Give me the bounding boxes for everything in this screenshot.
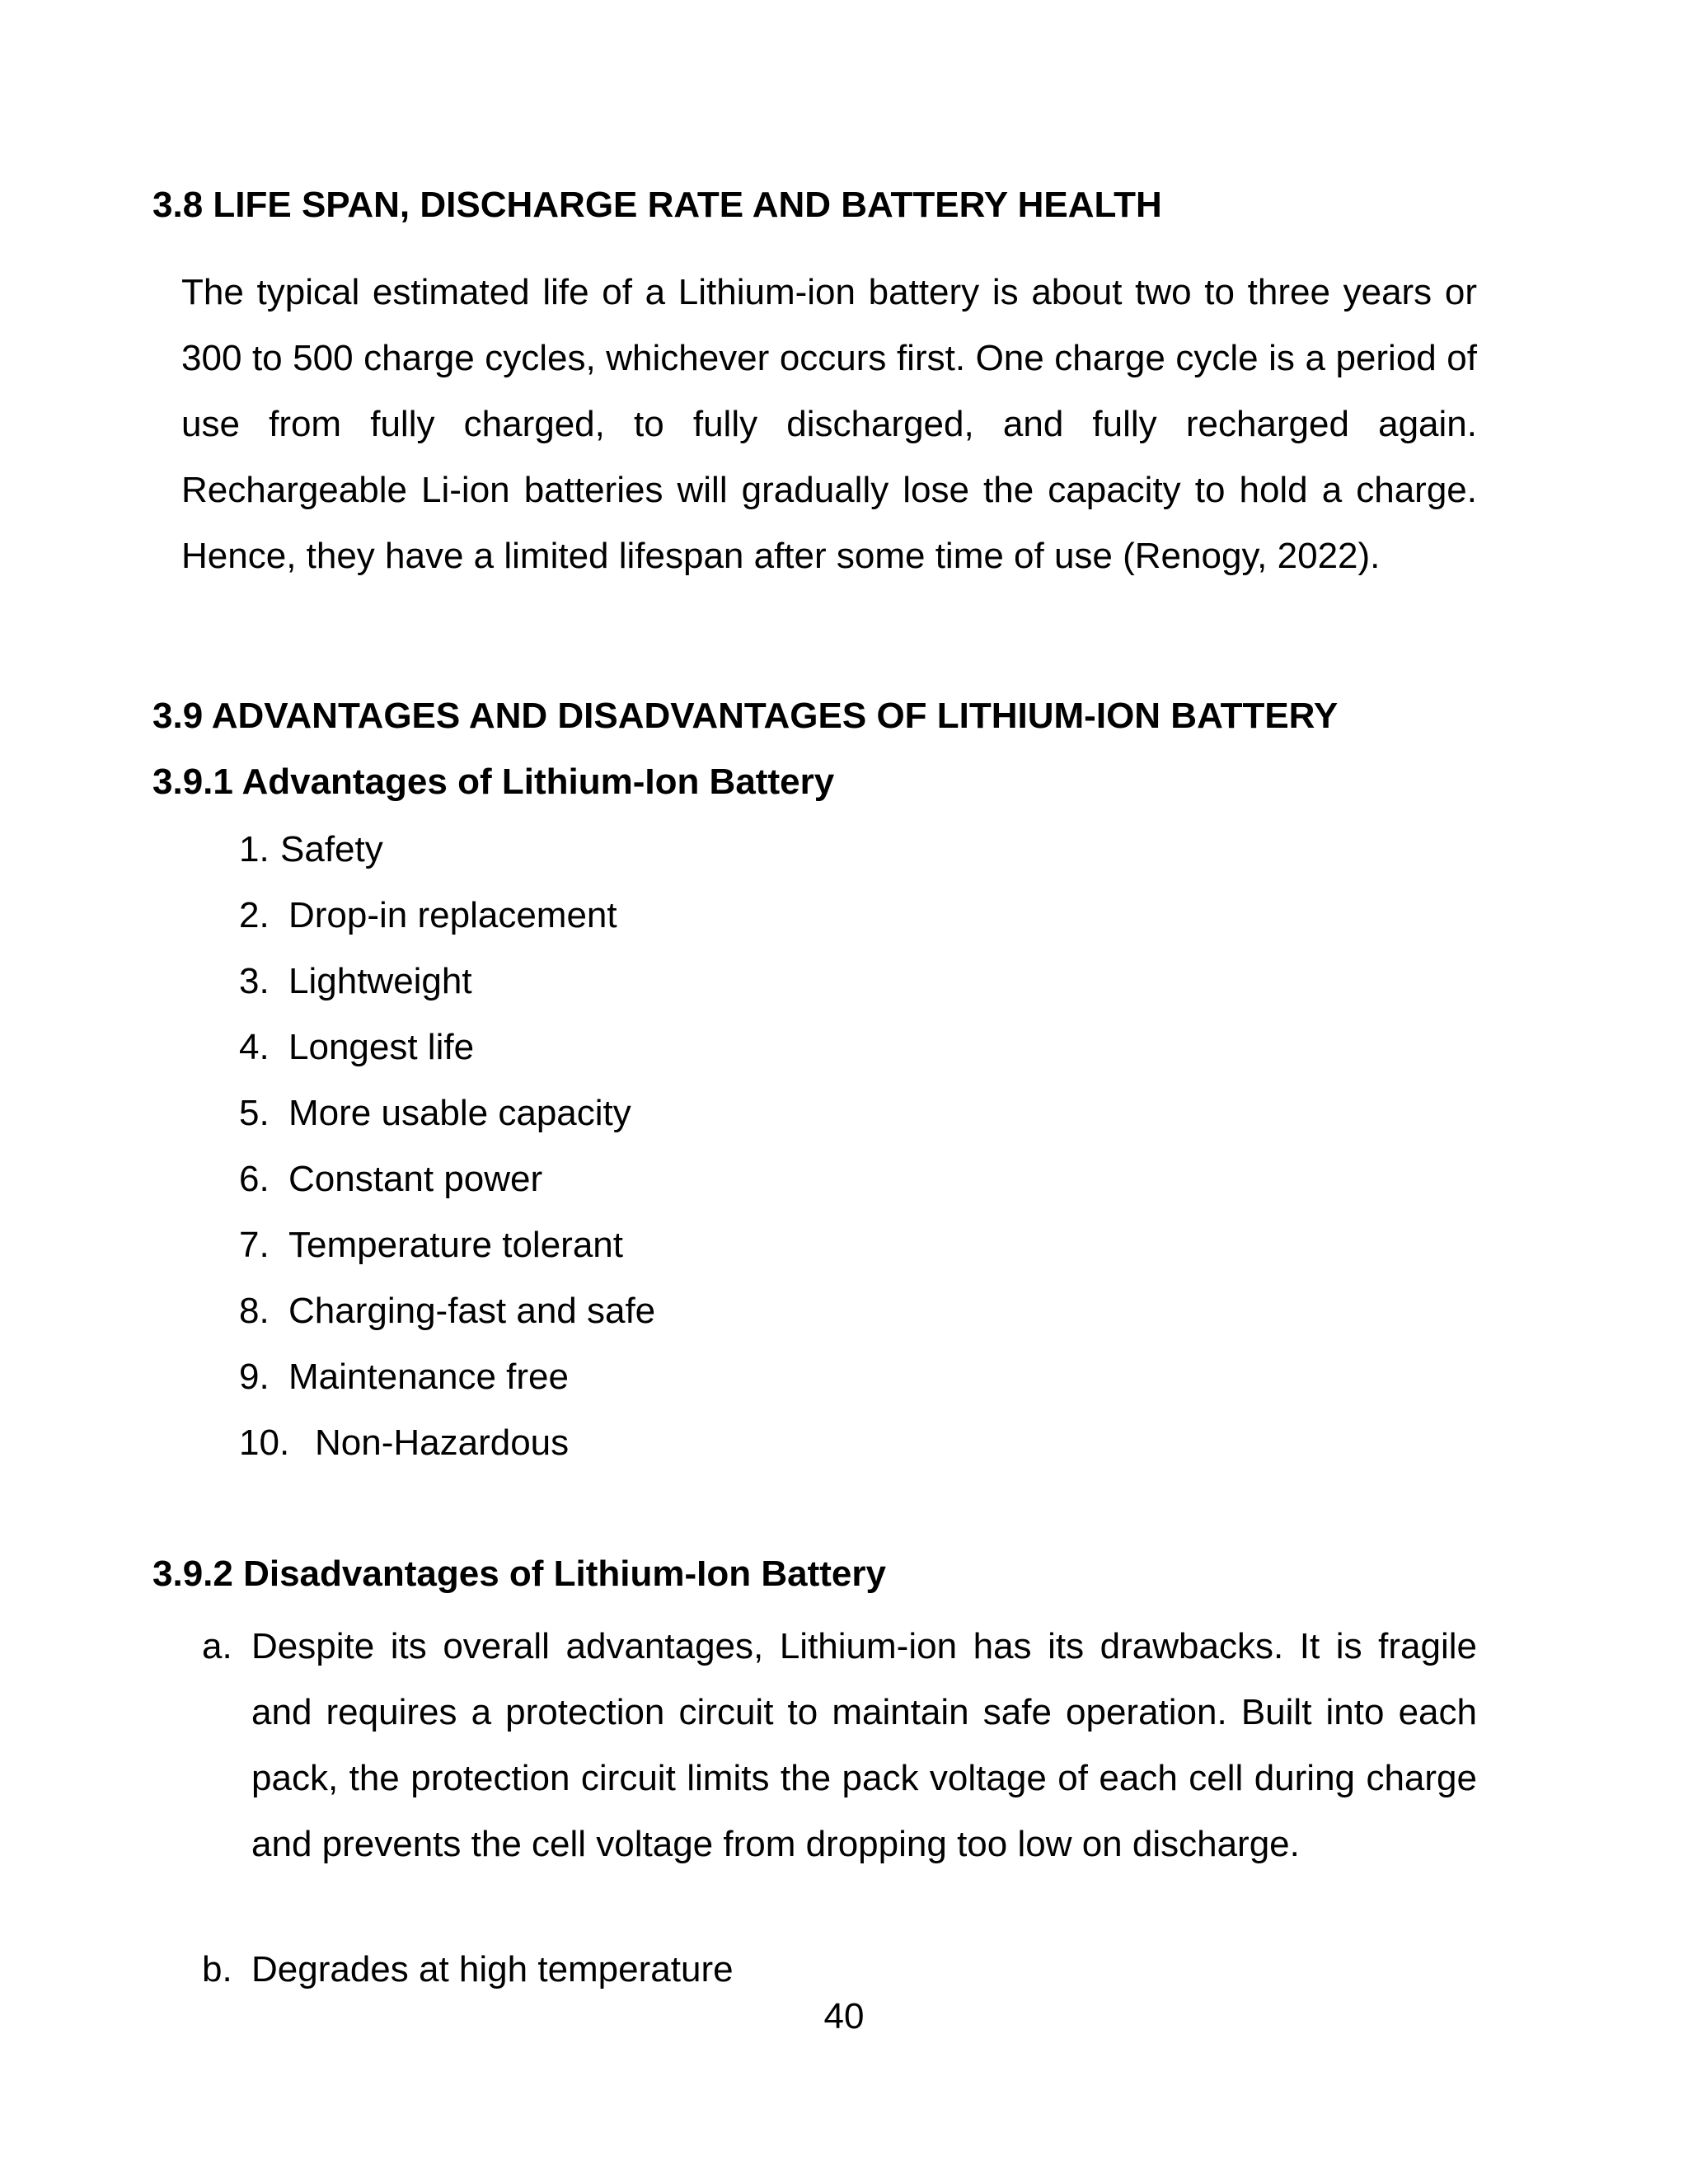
advantages-list bbox=[239, 817, 655, 1476]
list-item-text: Lightweight bbox=[288, 961, 472, 1001]
list-item-number: 6. bbox=[239, 1159, 270, 1199]
page-number: 40 bbox=[823, 1996, 865, 2036]
list-item-number: 2. bbox=[239, 895, 270, 935]
list-item-text: Safety bbox=[280, 829, 383, 869]
section-heading-3-8: 3.8 LIFE SPAN, DISCHARGE RATE AND BATTERY HEALTH bbox=[152, 185, 1162, 225]
list-item-text: Temperature tolerant bbox=[288, 1225, 623, 1265]
disadvantage-item-b bbox=[202, 1937, 1477, 2003]
list-item-text: Charging-fast and safe bbox=[288, 1291, 656, 1331]
list-item-number: 5. bbox=[239, 1093, 270, 1133]
list-item bbox=[239, 1212, 655, 1278]
list-item-number: 4. bbox=[239, 1027, 270, 1067]
list-item-number: 7. bbox=[239, 1225, 270, 1265]
section-heading-3-9: 3.9 ADVANTAGES AND DISADVANTAGES OF LITHIUM-ION BATTERY bbox=[152, 696, 1339, 736]
list-item-text: Maintenance free bbox=[288, 1357, 569, 1397]
list-item bbox=[239, 1278, 655, 1344]
list-item bbox=[239, 817, 655, 883]
list-item-text: Degrades at high temperature bbox=[251, 1949, 734, 1990]
list-item bbox=[239, 949, 655, 1015]
list-item-marker: b. bbox=[202, 1949, 232, 1990]
list-item-number: 9. bbox=[239, 1357, 270, 1397]
subsection-heading-disadvantages: 3.9.2 Disadvantages of Lithium-Ion Battery bbox=[152, 1554, 886, 1594]
list-item-text: Longest life bbox=[288, 1027, 475, 1067]
list-item-marker: a. bbox=[202, 1626, 232, 1666]
list-item bbox=[239, 883, 655, 949]
body-paragraph-life-span: The typical estimated life of a Lithium-ion battery is about two to three years or 300 to 500 charge cycles, whichever occurs first. One charge cycle is a period of use from fully charged, to fully discharged, and fully recharged again. Rechargeable Li-ion batteries will gradually lose the capacity to hold a charge. Hence, they have a limited lifespan after some time of use (Renogy, 2022). bbox=[181, 272, 1477, 576]
list-item-text: Drop-in replacement bbox=[288, 895, 617, 935]
list-item-text: Non-Hazardous bbox=[315, 1422, 570, 1463]
list-item bbox=[239, 1344, 655, 1410]
list-item-number: 10. bbox=[239, 1422, 290, 1463]
subsection-heading-advantages: 3.9.1 Advantages of Lithium-Ion Battery bbox=[152, 762, 835, 802]
list-item bbox=[239, 1015, 655, 1080]
list-item bbox=[239, 1146, 655, 1212]
list-item-text: Despite its overall advantages, Lithium-ion has its drawbacks. It is fragile and requires a protection circuit to maintain safe operation. Built into each pack, the protection circuit limits the pack voltage of each cell during charge and prevents the cell voltage from dropping too low on discharge. bbox=[251, 1626, 1477, 1864]
list-item bbox=[239, 1410, 655, 1476]
list-item-number: 1. bbox=[239, 829, 270, 869]
list-item-text: More usable capacity bbox=[288, 1093, 631, 1133]
disadvantage-item-a bbox=[202, 1614, 1477, 1877]
list-item bbox=[239, 1080, 655, 1146]
list-item-text: Constant power bbox=[288, 1159, 543, 1199]
list-item-number: 3. bbox=[239, 961, 270, 1001]
list-item-number: 8. bbox=[239, 1291, 270, 1331]
